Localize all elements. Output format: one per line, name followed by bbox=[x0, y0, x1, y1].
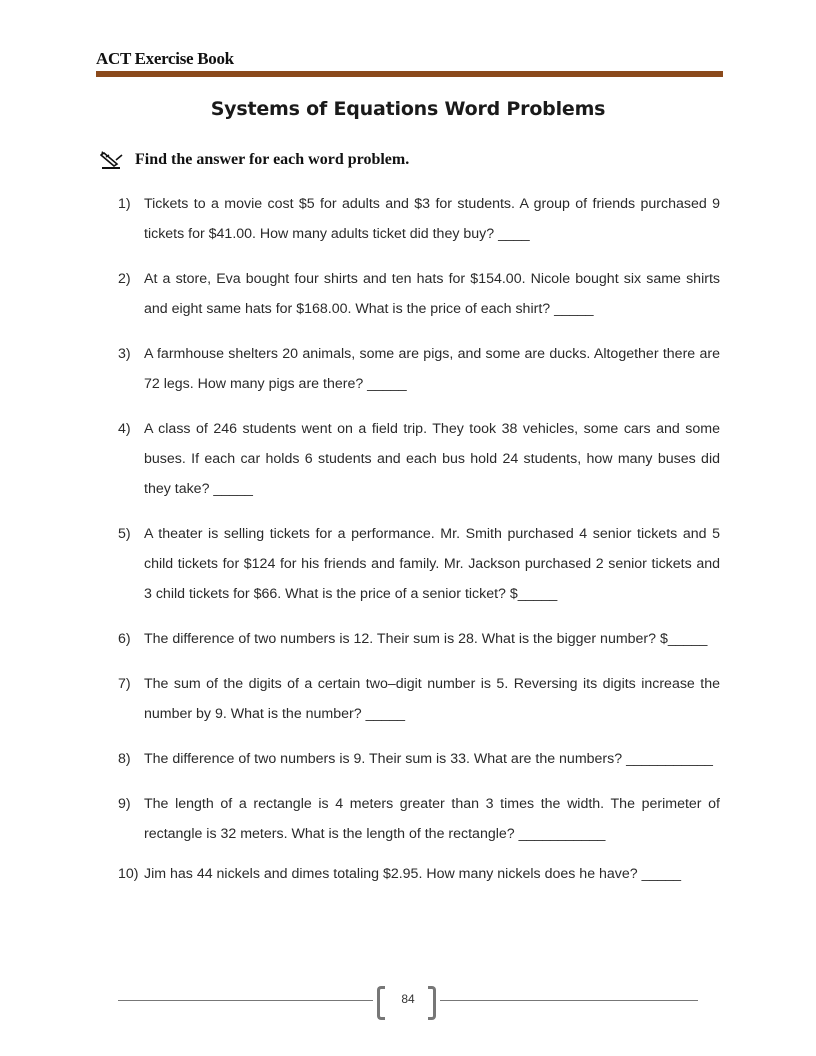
book-title: ACT Exercise Book bbox=[96, 49, 234, 68]
problem-item bbox=[118, 519, 720, 609]
problem-list bbox=[118, 189, 720, 904]
instruction-text: Find the answer for each word problem. bbox=[135, 151, 410, 168]
problem-text: The difference of two numbers is 9. Their sum is 33. What are the numbers? ___________ bbox=[144, 751, 713, 767]
pencil-icon bbox=[100, 149, 124, 171]
problem-text: At a store, Eva bought four shirts and ten hats for $154.00. Nicole bought six same shirts and eight same hats for $168.00. What is the price of each shirt? _____ bbox=[144, 271, 720, 317]
problem-number: 4) bbox=[118, 421, 131, 437]
problem-number: 6) bbox=[118, 631, 131, 647]
problem-item bbox=[118, 189, 720, 249]
problem-text: A class of 246 students went on a field trip. They took 38 vehicles, some cars and some buses. If each car holds 6 students and each bus hold 24 students, how many buses did they take? _____ bbox=[144, 421, 720, 497]
problem-item bbox=[118, 744, 720, 774]
problem-text: A farmhouse shelters 20 animals, some are pigs, and some are ducks. Altogether there are 72 legs. How many pigs are there? _____ bbox=[144, 346, 720, 392]
instruction bbox=[100, 149, 409, 171]
page-title: Systems of Equations Word Problems bbox=[210, 98, 606, 120]
problem-number: 3) bbox=[118, 346, 131, 362]
footer-rule-left bbox=[118, 1000, 373, 1001]
problem-number: 9) bbox=[118, 796, 131, 812]
problem-item bbox=[118, 789, 720, 849]
page-number: 84 bbox=[401, 992, 415, 1006]
problem-item bbox=[118, 339, 720, 399]
footer-bracket-right bbox=[428, 986, 436, 1020]
problem-text: The difference of two numbers is 12. Their sum is 28. What is the bigger number? $_____ bbox=[144, 631, 708, 647]
problem-item bbox=[118, 859, 720, 889]
problem-item bbox=[118, 264, 720, 324]
footer-rule-right bbox=[440, 1000, 698, 1001]
problem-number: 1) bbox=[118, 196, 131, 212]
problem-number: 10) bbox=[118, 866, 139, 882]
problem-text: The length of a rectangle is 4 meters greater than 3 times the width. The perimeter of rectangle is 32 meters. What is the length of the rectangle? ___________ bbox=[144, 796, 720, 842]
problem-number: 7) bbox=[118, 676, 131, 692]
problem-text: The sum of the digits of a certain two–digit number is 5. Reversing its digits increase the number by 9. What is the number? _____ bbox=[144, 676, 720, 722]
problem-text: Tickets to a movie cost $5 for adults and $3 for students. A group of friends purchased 9 tickets for $41.00. How many adults ticket did they buy? ____ bbox=[144, 196, 720, 242]
problem-item bbox=[118, 624, 720, 654]
footer-bracket-left bbox=[377, 986, 385, 1020]
problem-item bbox=[118, 669, 720, 729]
problem-item bbox=[118, 414, 720, 504]
problem-number: 2) bbox=[118, 271, 131, 287]
problem-text: Jim has 44 nickels and dimes totaling $2.95. How many nickels does he have? _____ bbox=[144, 866, 682, 882]
problem-number: 5) bbox=[118, 526, 131, 542]
problem-text: A theater is selling tickets for a performance. Mr. Smith purchased 4 senior tickets and 5 child tickets for $124 for his friends and family. Mr. Jackson purchased 2 senior tickets and 3 child tickets for $66. What is the price of a senior ticket? $_____ bbox=[144, 526, 720, 602]
problem-number: 8) bbox=[118, 751, 131, 767]
header-rule bbox=[96, 71, 723, 77]
